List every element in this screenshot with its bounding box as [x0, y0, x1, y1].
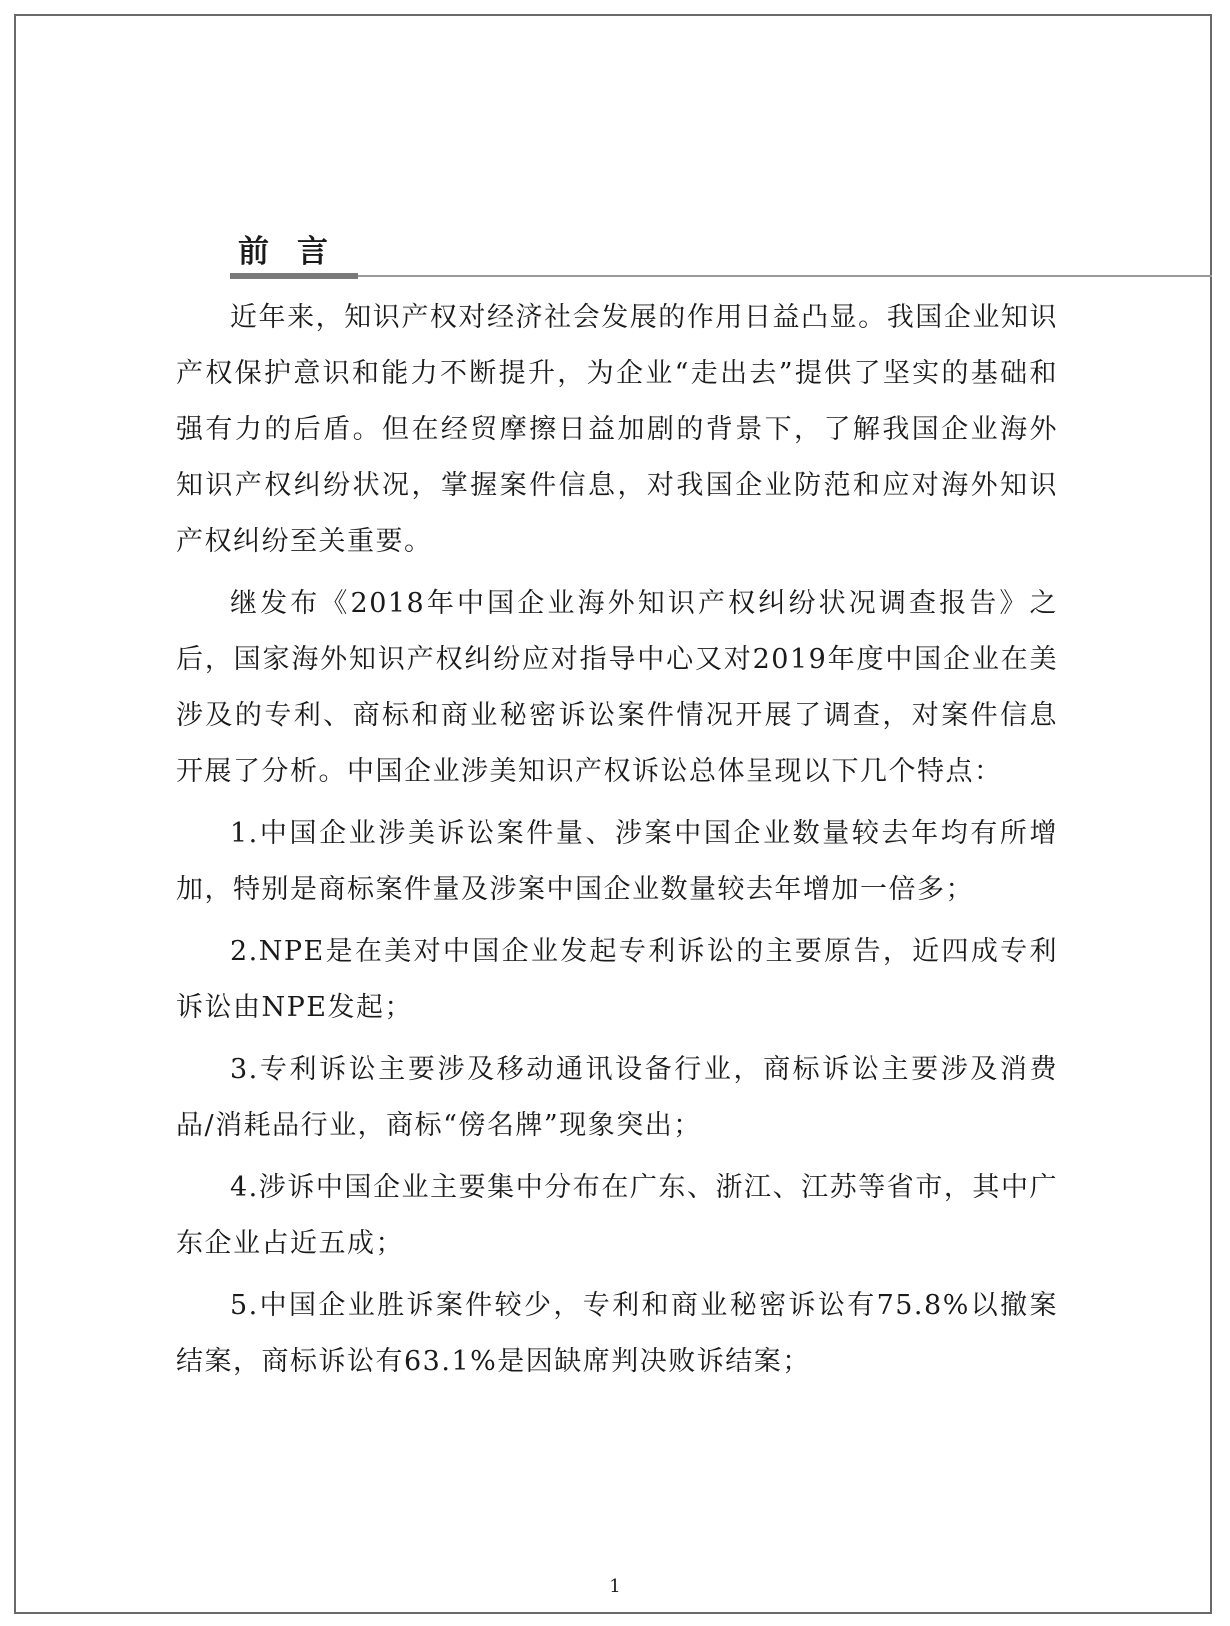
heading-rule	[230, 275, 1212, 277]
paragraph-point-3: 3.专利诉讼主要涉及移动通讯设备行业，商标诉讼主要涉及消费品/消耗品行业，商标“傍名牌”现象突出；	[176, 1054, 1058, 1141]
heading-rule-accent	[230, 273, 358, 279]
section-heading: 前言	[238, 234, 356, 270]
paragraph-point-4: 4.涉诉中国企业主要集中分布在广东、浙江、江苏等省市，其中广东企业占近五成；	[176, 1172, 1058, 1259]
body-text	[176, 290, 1058, 1396]
paragraph-intro: 近年来，知识产权对经济社会发展的作用日益凸显。我国企业知识产权保护意识和能力不断提升，为企业“走出去”提供了坚实的基础和强有力的后盾。但在经贸摩擦日益加剧的背景下，了解我国企业海外知识产权纠纷状况，掌握案件信息，对我国企业防范和应对海外知识产权纠纷至关重要。	[176, 302, 1058, 557]
paragraph-survey: 继发布《2018年中国企业海外知识产权纠纷状况调查报告》之后，国家海外知识产权纠纷应对指导中心又对2019年度中国企业在美涉及的专利、商标和商业秘密诉讼案件情况开展了调查，对案件信息开展了分析。中国企业涉美知识产权诉讼总体呈现以下几个特点：	[176, 588, 1058, 787]
paragraph-point-1: 1.中国企业涉美诉讼案件量、涉案中国企业数量较去年均有所增加，特别是商标案件量及涉案中国企业数量较去年增加一倍多；	[176, 818, 1058, 905]
page-number: 1	[609, 1576, 621, 1597]
paragraph-point-5: 5.中国企业胜诉案件较少，专利和商业秘密诉讼有75.8%以撤案结案，商标诉讼有63.1%是因缺席判决败诉结案；	[176, 1290, 1058, 1377]
paragraph-point-2: 2.NPE是在美对中国企业发起专利诉讼的主要原告，近四成专利诉讼由NPE发起；	[176, 936, 1058, 1023]
